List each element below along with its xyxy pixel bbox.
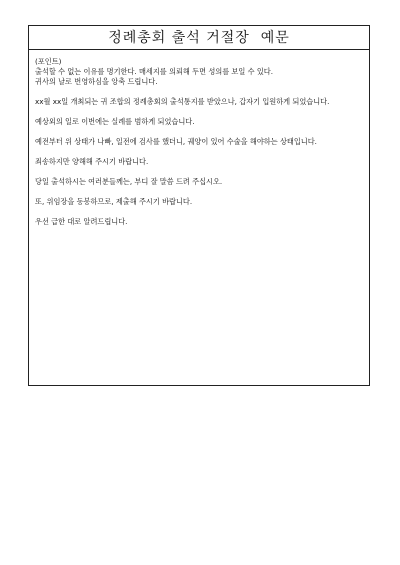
paragraph-notice-received: xx월 xx일 개최되는 귀 조합의 정례총회의 출석통지를 받았으나, 갑자기 입원하게 되었습니다. (35, 97, 330, 106)
paragraph-point-note: 출석할 수 없는 이유를 명기한다. 매세지를 의뢰해 두면 성의를 보일 수 있다. (35, 67, 273, 76)
document-title: 정례총회 출석 거절장 예문 (108, 29, 290, 46)
paragraph-greeting: 귀사의 날로 번영하심을 앙축 드립니다. (35, 77, 158, 86)
paragraph-proxy: 또, 위임장을 동봉하므로, 제출해 주시기 바랍니다. (35, 197, 193, 206)
paragraph-reason: 예전부터 위 상태가 나빠, 일전에 검사를 했더니, 궤양이 있어 수술을 해야하는 상태입니다. (35, 137, 317, 146)
paragraph-point-label: (포인트) (35, 57, 62, 66)
paragraph-closing: 우선 급한 대로 알려드립니다. (35, 217, 128, 226)
document-body (35, 57, 365, 237)
title-row (29, 26, 369, 50)
document-frame (28, 25, 370, 386)
paragraph-request-understanding: 죄송하지만 양해해 주시기 바랍니다. (35, 157, 149, 166)
paragraph-apology: 예상외의 일로 이번에는 실례를 범하게 되었습니다. (35, 117, 195, 126)
paragraph-regards: 당일 출석하시는 여러분들께는, 부디 잘 말씀 드려 주십시오. (35, 177, 223, 186)
